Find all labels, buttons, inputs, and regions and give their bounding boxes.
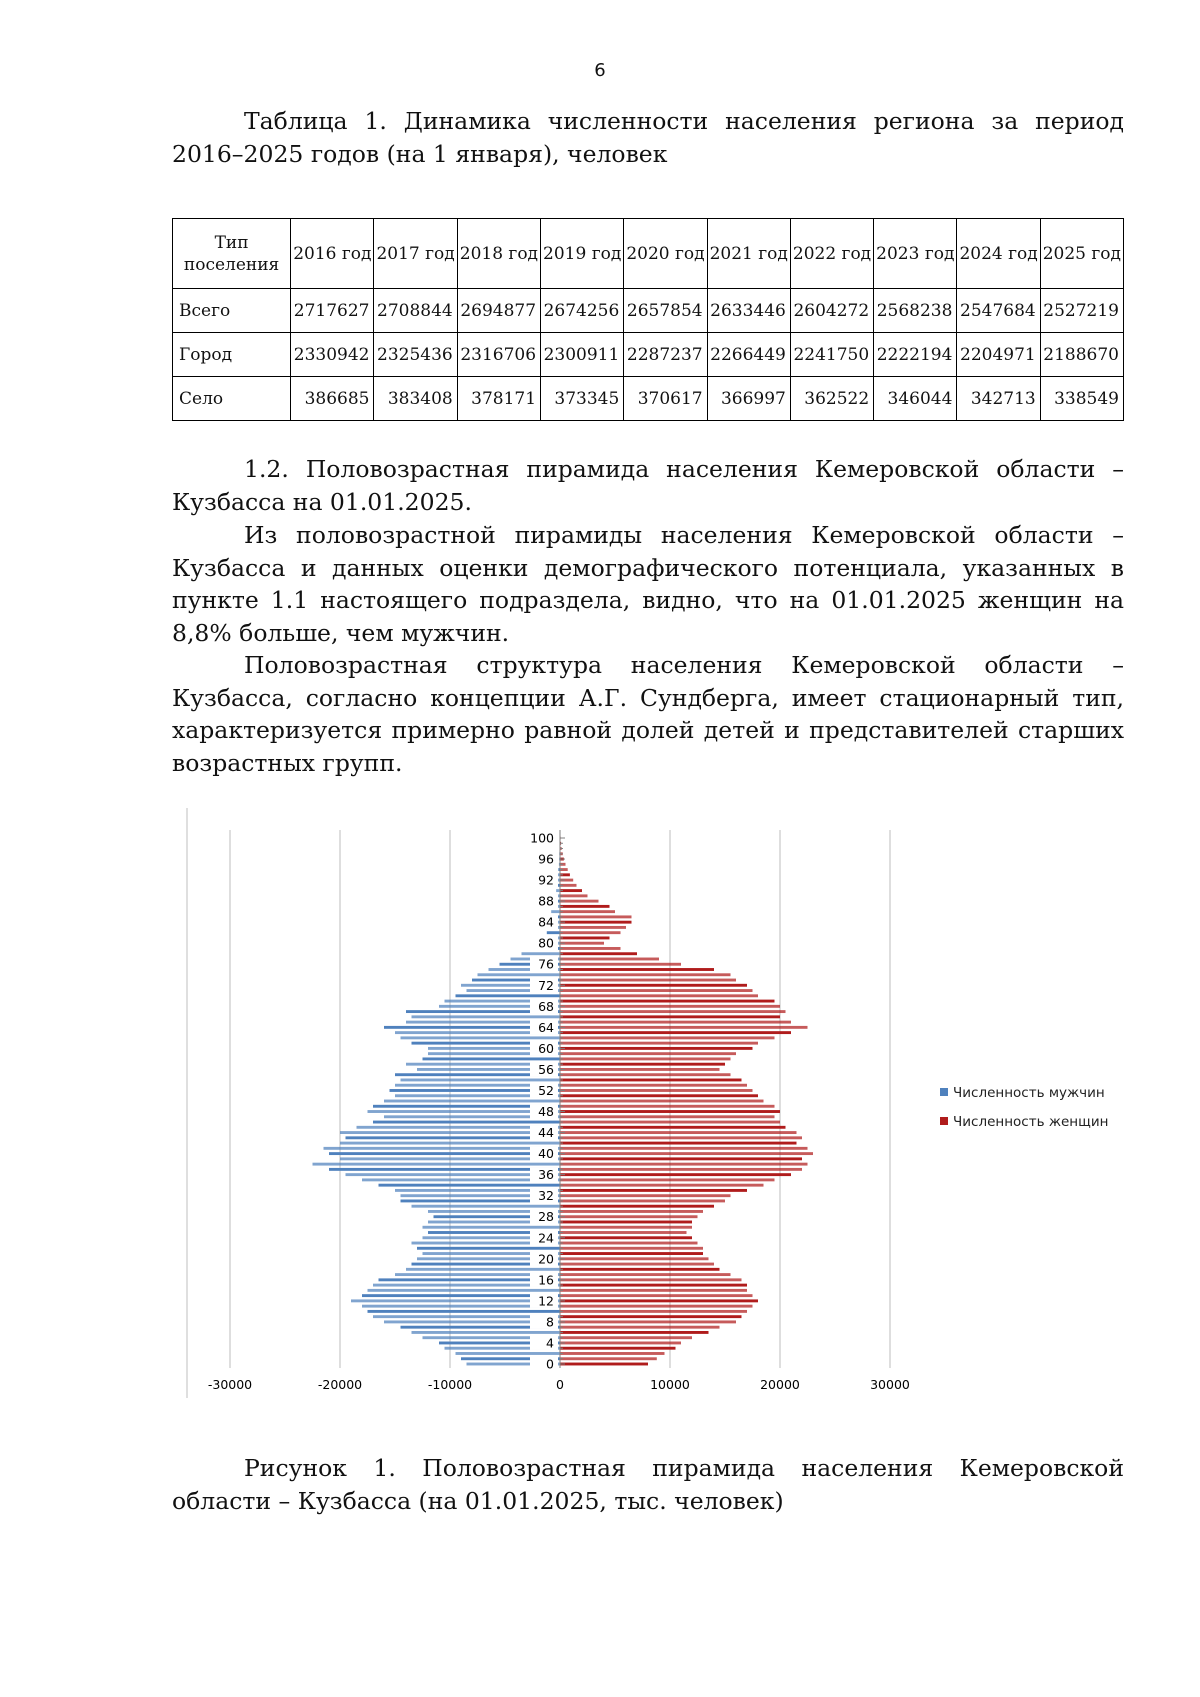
x-tick-label: -20000 [317,1377,363,1392]
female-bar [560,1057,731,1060]
row-label: Село [173,377,291,421]
y-tick-label: 24 [538,1230,554,1246]
female-bar [560,1284,747,1287]
y-tick-label: 36 [538,1167,554,1183]
table-header-year: 2018 год [457,219,540,289]
female-bar [560,1236,692,1239]
female-bar [560,1068,720,1071]
table-cell: 362522 [790,377,873,421]
female-bar [560,1305,753,1308]
male-bar [423,1226,561,1229]
male-bar [401,1079,561,1082]
table-row-rural [173,377,1124,421]
female-bar [560,952,637,955]
y-tick-label: 80 [538,935,554,951]
x-tick-label: 30000 [870,1377,910,1392]
female-bar [560,1136,802,1139]
female-bar [560,1215,698,1218]
female-bar [560,1252,703,1255]
table-caption: Таблица 1. Динамика численности населения региона за период 2016–2025 годов (на 1 января), человек [172,107,1124,168]
female-bar [560,1079,742,1082]
female-bar [560,1342,681,1345]
female-bar [560,1273,731,1276]
male-bar [401,1036,561,1039]
male-bar [368,1289,561,1292]
paragraph-women-share: Из половозрастной пирамиды населения Кемеровской области – Кузбасса и данных оценки демографического потенциала, указанных в пункте 1.1 настоящего подраздела, видно, что на 01.01.2025 женщин на 8,8% больше, чем мужчин. [172,521,1124,647]
female-bar [560,1310,747,1313]
female-bar [560,936,610,939]
female-bar [560,1005,780,1008]
female-bar [560,1026,808,1029]
male-bar [456,994,561,997]
male-bar [412,1015,561,1018]
female-bar [560,1063,725,1066]
chart-legend [940,1085,1108,1130]
table-cell: 2300911 [541,333,624,377]
female-bar [560,1084,747,1087]
section-heading: 1.2. Половозрастная пирамида населения Кемеровской области – Кузбасса на 01.01.2025. [172,455,1124,516]
y-tick-label: 44 [538,1125,554,1141]
female-bar [560,1347,676,1350]
male-bar [417,1247,560,1250]
table-header-year: 2017 год [374,219,457,289]
female-bars [560,837,813,1366]
male-bar [329,1168,560,1171]
table-cell: 366997 [707,377,790,421]
age-sex-pyramid-chart [180,808,1120,1408]
female-bar [560,989,753,992]
table-cell: 2204971 [957,333,1040,377]
female-bar [560,1205,714,1208]
x-tick-label: -10000 [427,1377,473,1392]
male-bar [412,1205,561,1208]
table-cell: 2694877 [457,289,540,333]
female-bar [560,1299,758,1302]
table-cell: 2330942 [291,333,374,377]
female-bar [560,1315,742,1318]
table-cell: 383408 [374,377,457,421]
table-header-year: 2022 год [790,219,873,289]
female-bar [560,1047,753,1050]
table-cell: 338549 [1040,377,1123,421]
female-bar [560,1210,703,1213]
female-bar [560,963,681,966]
female-bar [560,926,626,929]
table-cell: 2633446 [707,289,790,333]
table-cell: 346044 [874,377,957,421]
female-bar [560,1094,758,1097]
table-cell: 370617 [624,377,707,421]
legend-swatch-male [940,1088,948,1096]
male-bar [406,1268,560,1271]
y-tick-label: 4 [546,1335,554,1351]
male-bar [456,1352,561,1355]
table-cell: 2568238 [874,289,957,333]
female-bar [560,1036,775,1039]
row-label: Город [173,333,291,377]
table-header-row [173,219,1124,289]
female-bar [560,1194,731,1197]
table-cell: 2604272 [790,289,873,333]
female-bar [560,905,610,908]
y-tick-label: 28 [538,1209,554,1225]
female-bar [560,979,736,982]
male-bar [551,910,560,913]
male-bar [346,1173,561,1176]
table-cell: 2325436 [374,333,457,377]
y-tick-label: 20 [538,1251,554,1267]
y-tick-label: 0 [546,1356,554,1372]
row-label: Всего [173,289,291,333]
y-tick-label: 68 [538,998,554,1014]
y-tick-label: 88 [538,893,554,909]
female-bar [560,1157,802,1160]
male-bar [384,1100,560,1103]
x-tick-label: -30000 [207,1377,253,1392]
female-bar [560,1173,791,1176]
female-bar [560,1052,736,1055]
female-bar [560,889,582,892]
female-bar [560,1152,813,1155]
y-tick-label: 76 [538,956,554,972]
y-tick-label: 84 [538,914,554,930]
female-bar [560,1226,692,1229]
male-bar [412,1331,561,1334]
male-bar [373,1121,560,1124]
figure-caption: Рисунок 1. Половозрастная пирамида населения Кемеровской области – Кузбасса (на 01.01.2025, тыс. человек) [172,1454,1124,1515]
female-bar [560,931,621,934]
female-bar [560,1326,720,1329]
female-bar [560,958,659,961]
female-bar [560,1221,692,1224]
female-bar [560,1021,791,1024]
table-cell: 378171 [457,377,540,421]
female-bar [560,910,615,913]
x-tick-label: 10000 [650,1377,690,1392]
male-bar [340,1142,560,1145]
female-bar [560,1278,742,1281]
female-bar [560,1121,780,1124]
female-bar [560,984,747,987]
female-bar [560,1184,764,1187]
female-bar [560,1263,714,1266]
female-bar [560,1257,709,1260]
y-tick-label: 92 [538,872,554,888]
page-number: 6 [594,60,606,81]
female-bar [560,1168,802,1171]
female-bar [560,1000,775,1003]
female-bar [560,1126,786,1129]
y-tick-label: 16 [538,1272,554,1288]
table-cell: 2708844 [374,289,457,333]
table-header-year: 2024 год [957,219,1040,289]
male-bars [313,837,561,1366]
table-cell: 2657854 [624,289,707,333]
table-cell: 2674256 [541,289,624,333]
male-bar [340,1131,560,1134]
female-bar [560,1163,808,1166]
male-bar [379,1184,561,1187]
legend-swatch-female [940,1117,948,1125]
paragraph-structure-type: Половозрастная структура населения Кемеровской области – Кузбасса, согласно концепции А.Г. Сундберга, имеет стационарный тип, характеризуется примерно равной долей детей и представителей старших возрастных групп. [172,651,1124,777]
female-bar [560,947,621,950]
table-cell: 386685 [291,377,374,421]
female-bar [560,1189,747,1192]
table-cell: 2222194 [874,333,957,377]
female-bar [560,1131,797,1134]
female-bar [560,921,632,924]
female-bar [560,1073,731,1076]
female-bar [560,1247,703,1250]
male-bar [556,889,560,892]
female-bar [560,1331,709,1334]
table-cell: 2717627 [291,289,374,333]
table-header-year: 2023 год [874,219,957,289]
male-bar [423,1057,561,1060]
female-bar [560,1363,648,1366]
table-header-year: 2020 год [624,219,707,289]
male-bar [522,952,561,955]
male-bar [329,1152,560,1155]
female-bar [560,894,588,897]
legend-label-female: Численность женщин [953,1114,1109,1130]
table-cell: 2287237 [624,333,707,377]
female-bar [560,968,714,971]
table-header-year: 2025 год [1040,219,1123,289]
female-bar [560,1352,665,1355]
table-cell: 2527219 [1040,289,1123,333]
y-tick-label: 56 [538,1061,554,1077]
x-tick-label: 20000 [760,1377,800,1392]
male-bar [346,1136,561,1139]
y-tick-label: 32 [538,1188,554,1204]
y-tick-label: 60 [538,1040,554,1056]
female-bar [560,1199,725,1202]
y-tick-label: 52 [538,1082,554,1098]
table-row-total [173,289,1124,333]
table-cell: 2547684 [957,289,1040,333]
table-header-settlement-type: Тип поселения [173,219,291,289]
male-bar [351,1299,560,1302]
male-bar [340,1157,560,1160]
male-bar [368,1310,561,1313]
female-bar [560,1110,780,1113]
female-bar [560,1294,753,1297]
female-bar [560,1100,764,1103]
y-tick-label: 40 [538,1146,554,1162]
female-bar [560,1105,775,1108]
female-bar [560,1042,758,1045]
population-table [172,218,1124,421]
female-bar [560,1089,753,1092]
female-bar [560,1242,698,1245]
legend-label-male: Численность мужчин [953,1085,1105,1101]
female-bar [560,1320,736,1323]
female-bar [560,942,604,945]
female-bar [560,973,731,976]
female-bar [560,1231,687,1234]
female-bar [560,1147,808,1150]
female-bar [560,1115,775,1118]
female-bar [560,915,632,918]
female-bar [560,1015,780,1018]
female-bar [560,994,758,997]
female-bar [560,1336,692,1339]
female-bar [560,1289,747,1292]
y-tick-label: 64 [538,1019,554,1035]
table-header-year: 2021 год [707,219,790,289]
table-cell: 342713 [957,377,1040,421]
table-header-year: 2019 год [541,219,624,289]
y-tick-label: 96 [538,851,554,867]
table-cell: 2266449 [707,333,790,377]
female-bar [560,1357,657,1360]
table-cell: 2316706 [457,333,540,377]
female-bar [560,1031,791,1034]
table-header-year: 2016 год [291,219,374,289]
x-tick-label: 0 [556,1377,564,1392]
female-bar [560,1142,797,1145]
y-tick-label: 8 [546,1314,554,1330]
male-bar [547,931,560,934]
y-tick-label: 12 [538,1293,554,1309]
male-bar [357,1126,561,1129]
male-bar [478,973,561,976]
y-tick-label: 100 [530,830,554,846]
female-bar [560,900,599,903]
table-cell: 2188670 [1040,333,1123,377]
y-tick-label: 48 [538,1104,554,1120]
female-bar [560,1268,720,1271]
table-row-urban [173,333,1124,377]
male-bar [324,1147,561,1150]
female-bar [560,1010,786,1013]
y-tick-label: 72 [538,977,554,993]
female-bar [560,1178,775,1181]
male-bar [313,1163,561,1166]
table-cell: 373345 [541,377,624,421]
table-cell: 2241750 [790,333,873,377]
